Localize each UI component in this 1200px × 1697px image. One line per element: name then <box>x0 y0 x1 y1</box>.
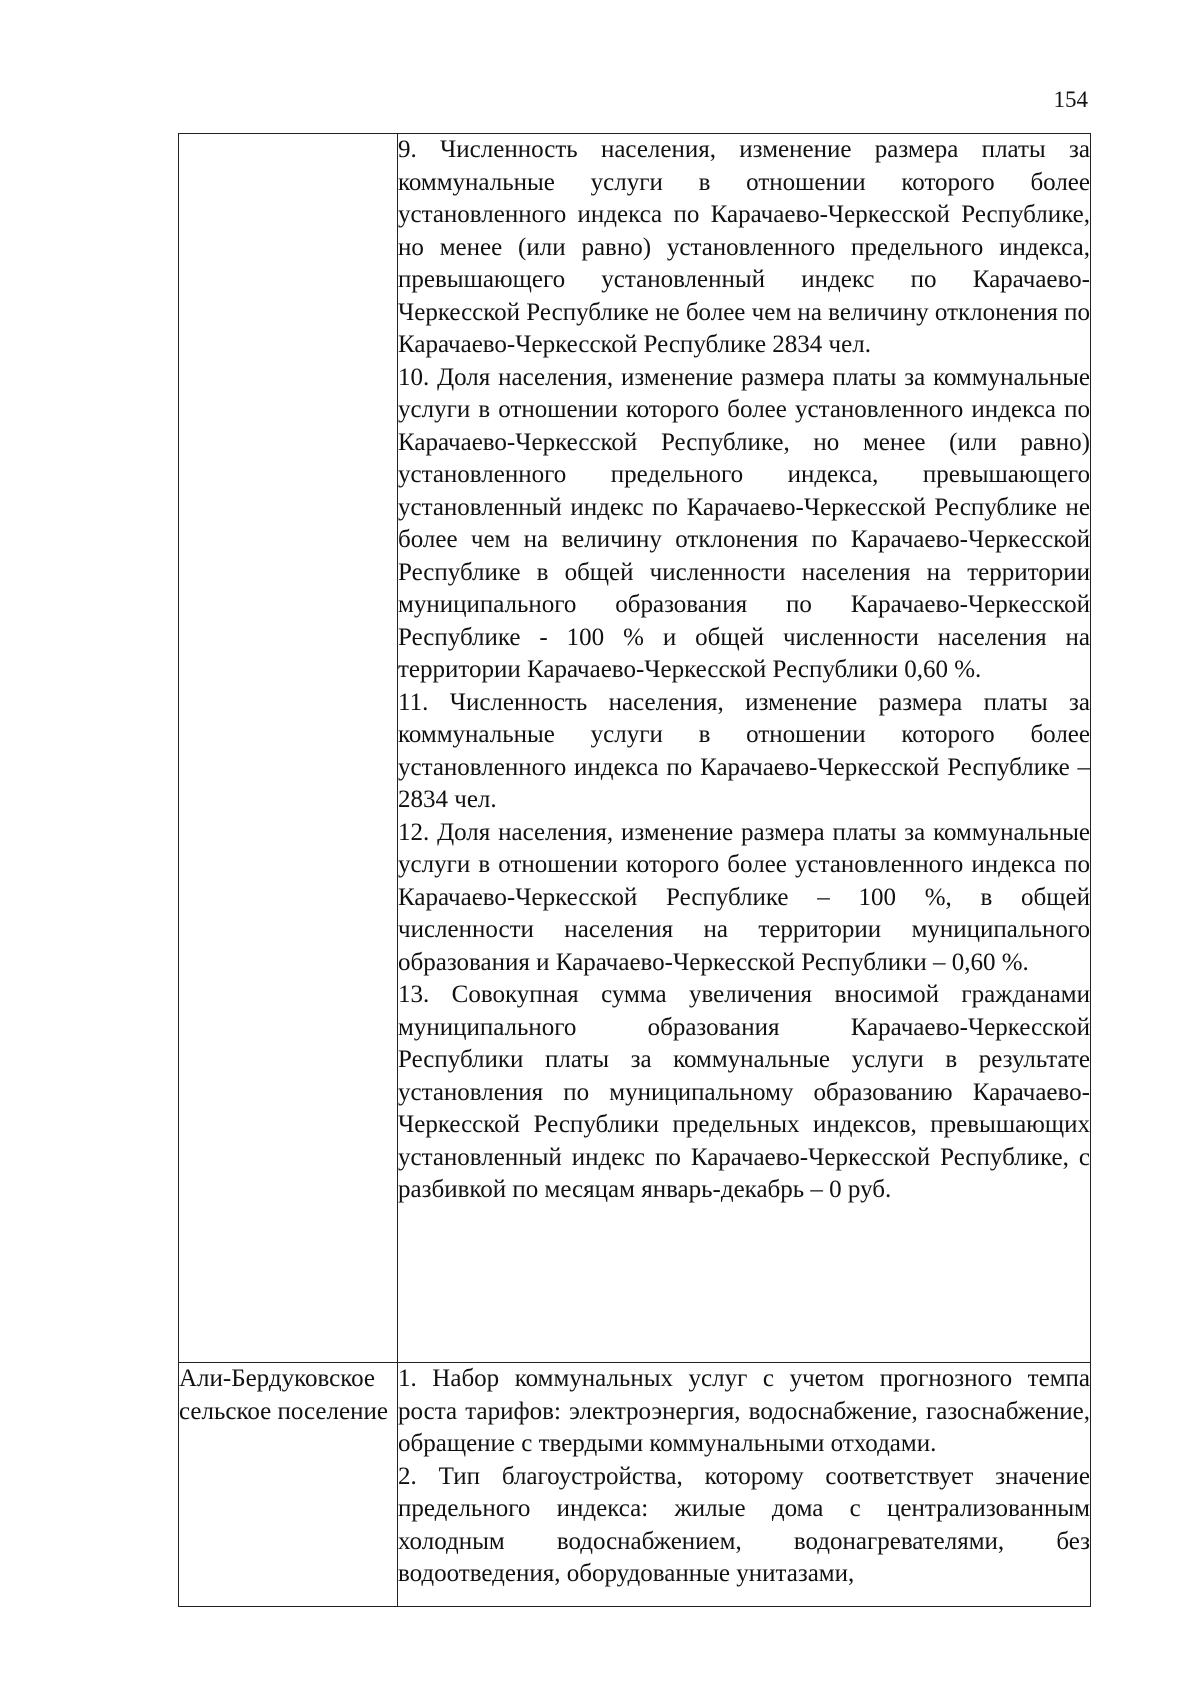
indicator-item: 2. Тип благоустройства, которому соответствует значение предельного индекса: жилые дома с централизованным холодным водоснабжением, водонагревателями, без водоотведения, оборудованные унитазами, <box>398 1462 1090 1587</box>
municipality-cell <box>179 1363 398 1607</box>
table-row <box>179 134 1091 1363</box>
indicator-item: 13. Совокупная сумма увеличения вносимой гражданами муниципального образования Карачаево-Черкесской Республики платы за коммунальные услуги в результате установления по муниципальному образованию Карачаево-Черкесской Республики предельных индексов, превышающих установленный индекс по Карачаево-Черкесской Республике, с разбивкой по месяцам январь-декабрь – 0 руб. <box>398 981 1090 1203</box>
indicator-item: 10. Доля населения, изменение размера платы за коммунальные услуги в отношении которого более установленного индекса по Карачаево-Черкесской Республике, но менее (или равно) установленного предельного индекса, превышающего установленный индекс по Карачаево-Черкесской Республике не более чем на величину отклонения по Карачаево-Черкесской Республике в общей численности населения на территории муниципального образования по Карачаево-Черкесской Республике - 100 % и общей численности населения на территории Карачаево-Черкесской Республики 0,60 %. <box>398 363 1090 683</box>
table-row <box>179 1363 1091 1607</box>
indicators-cell <box>398 134 1091 1363</box>
municipal-index-table <box>178 133 1091 1607</box>
indicators-cell <box>398 1363 1091 1607</box>
municipality-cell <box>179 134 398 1363</box>
page-number: 154 <box>1053 87 1088 112</box>
indicator-item: 9. Численность населения, изменение размера платы за коммунальные услуги в отношении которого более установленного индекса по Карачаево-Черкесской Республике, но менее (или равно) установленного предельного индекса, превышающего установленный индекс по Карачаево-Черкесской Республике не более чем на величину отклонения по Карачаево-Черкесской Республике 2834 чел. <box>398 136 1090 358</box>
indicator-item: 1. Набор коммунальных услуг с учетом прогнозного темпа роста тарифов: электроэнергия, водоснабжение, газоснабжение, обращение с твердыми коммунальными отходами. <box>398 1365 1090 1457</box>
indicator-item: 12. Доля населения, изменение размера платы за коммунальные услуги в отношении которого более установленного индекса по Карачаево-Черкесской Республике – 100 %, в общей численности населения на территории муниципального образования и Карачаево-Черкесской Республики – 0,60 %. <box>398 818 1090 976</box>
municipality-name: Али-Бердуковское сельское поселение <box>179 1365 388 1425</box>
indicator-item: 11. Численность населения, изменение размера платы за коммунальные услуги в отношении которого более установленного индекса по Карачаево-Черкесской Республике – 2834 чел. <box>398 688 1090 813</box>
